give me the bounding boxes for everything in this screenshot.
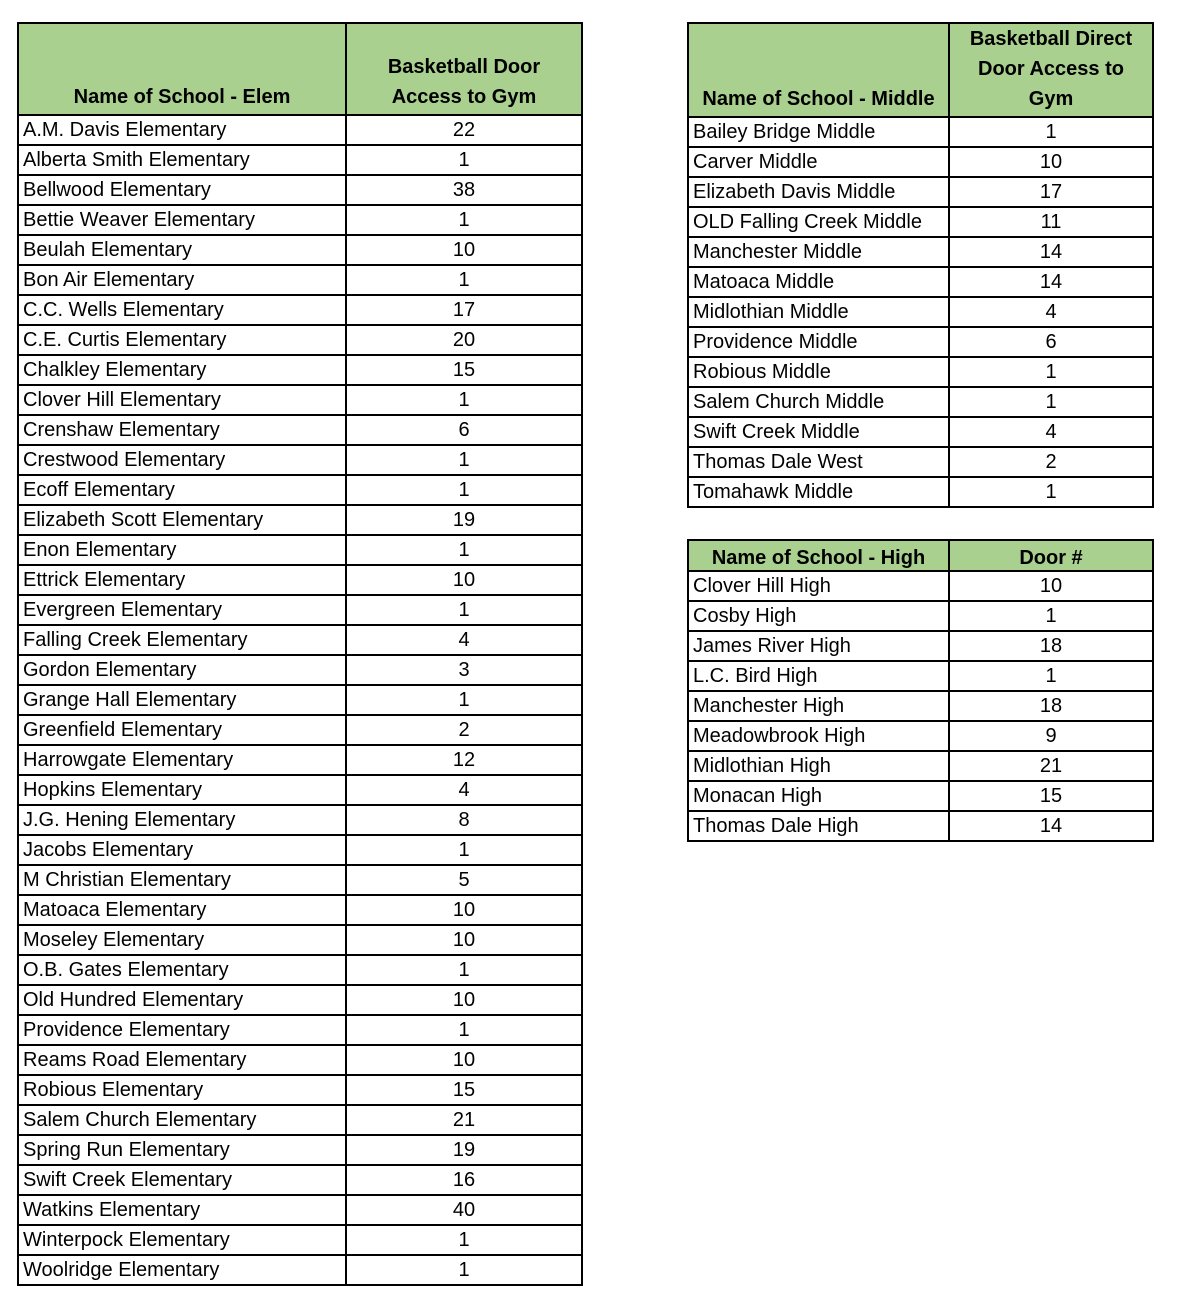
table-row [18, 985, 582, 1015]
table-row [688, 297, 1153, 327]
door-count-cell: 19 [346, 505, 582, 535]
table-row [18, 595, 582, 625]
school-name-cell: Watkins Elementary [18, 1195, 346, 1225]
door-count-cell: 4 [949, 297, 1153, 327]
school-name-cell: Matoaca Elementary [18, 895, 346, 925]
table-row [18, 895, 582, 925]
school-name-cell: Meadowbrook High [688, 721, 949, 751]
door-count-cell: 10 [346, 235, 582, 265]
table-row [688, 177, 1153, 207]
door-count-cell: 1 [346, 205, 582, 235]
table-row [18, 265, 582, 295]
school-name-cell: Alberta Smith Elementary [18, 145, 346, 175]
table-row [688, 631, 1153, 661]
school-name-cell: Bettie Weaver Elementary [18, 205, 346, 235]
table-row [18, 865, 582, 895]
table-row [688, 477, 1153, 507]
door-count-cell: 1 [346, 475, 582, 505]
table-row [688, 267, 1153, 297]
door-count-cell: 8 [346, 805, 582, 835]
table-row [18, 1225, 582, 1255]
school-name-cell: M Christian Elementary [18, 865, 346, 895]
school-name-cell: Matoaca Middle [688, 267, 949, 297]
school-name-cell: Manchester Middle [688, 237, 949, 267]
elem-name-header: Name of School - Elem [18, 23, 346, 115]
middle-table-body [688, 117, 1153, 507]
school-name-cell: Harrowgate Elementary [18, 745, 346, 775]
door-count-cell: 3 [346, 655, 582, 685]
door-count-cell: 1 [949, 387, 1153, 417]
school-name-cell: Chalkley Elementary [18, 355, 346, 385]
school-name-cell: Falling Creek Elementary [18, 625, 346, 655]
school-name-cell: J.G. Hening Elementary [18, 805, 346, 835]
door-count-cell: 5 [346, 865, 582, 895]
school-name-cell: James River High [688, 631, 949, 661]
school-name-cell: Winterpock Elementary [18, 1225, 346, 1255]
table-row [688, 327, 1153, 357]
door-count-cell: 1 [346, 265, 582, 295]
door-count-cell: 20 [346, 325, 582, 355]
school-name-cell: O.B. Gates Elementary [18, 955, 346, 985]
door-count-cell: 10 [346, 1045, 582, 1075]
door-count-cell: 10 [346, 895, 582, 925]
table-row [18, 235, 582, 265]
school-name-cell: Monacan High [688, 781, 949, 811]
school-name-cell: Providence Elementary [18, 1015, 346, 1045]
table-row [688, 357, 1153, 387]
school-name-cell: Enon Elementary [18, 535, 346, 565]
table-row [18, 655, 582, 685]
table-row [18, 1135, 582, 1165]
door-count-cell: 6 [949, 327, 1153, 357]
table-row [18, 175, 582, 205]
table-row [18, 385, 582, 415]
high-header-row [688, 540, 1153, 571]
table-row [18, 145, 582, 175]
school-name-cell: Midlothian Middle [688, 297, 949, 327]
school-name-cell: Thomas Dale West [688, 447, 949, 477]
table-row [18, 625, 582, 655]
table-row [688, 147, 1153, 177]
table-row [688, 447, 1153, 477]
door-count-cell: 17 [949, 177, 1153, 207]
table-row [688, 811, 1153, 841]
table-row [688, 237, 1153, 267]
middle-name-header: Name of School - Middle [688, 23, 949, 117]
door-count-cell: 1 [949, 661, 1153, 691]
table-row [688, 751, 1153, 781]
door-count-cell: 18 [949, 631, 1153, 661]
door-count-cell: 1 [346, 595, 582, 625]
table-row [18, 745, 582, 775]
school-name-cell: Bailey Bridge Middle [688, 117, 949, 147]
table-row [18, 505, 582, 535]
door-count-cell: 14 [949, 267, 1153, 297]
high-door-header: Door # [949, 540, 1153, 571]
table-row [18, 295, 582, 325]
door-count-cell: 15 [346, 1075, 582, 1105]
school-name-cell: Carver Middle [688, 147, 949, 177]
door-count-cell: 21 [346, 1105, 582, 1135]
school-name-cell: Cosby High [688, 601, 949, 631]
table-row [18, 775, 582, 805]
door-count-cell: 10 [346, 985, 582, 1015]
door-count-cell: 38 [346, 175, 582, 205]
school-name-cell: Robious Elementary [18, 1075, 346, 1105]
school-name-cell: Grange Hall Elementary [18, 685, 346, 715]
table-row [688, 691, 1153, 721]
door-count-cell: 14 [949, 811, 1153, 841]
door-count-cell: 1 [346, 955, 582, 985]
school-name-cell: Reams Road Elementary [18, 1045, 346, 1075]
door-count-cell: 2 [949, 447, 1153, 477]
school-name-cell: Hopkins Elementary [18, 775, 346, 805]
school-name-cell: Moseley Elementary [18, 925, 346, 955]
table-row [688, 721, 1153, 751]
school-name-cell: Salem Church Middle [688, 387, 949, 417]
table-row [18, 1255, 582, 1285]
door-count-cell: 1 [346, 685, 582, 715]
school-name-cell: Jacobs Elementary [18, 835, 346, 865]
door-count-cell: 6 [346, 415, 582, 445]
door-count-cell: 21 [949, 751, 1153, 781]
table-row [688, 781, 1153, 811]
school-name-cell: Thomas Dale High [688, 811, 949, 841]
school-name-cell: Old Hundred Elementary [18, 985, 346, 1015]
door-count-cell: 1 [949, 357, 1153, 387]
door-count-cell: 1 [949, 601, 1153, 631]
school-name-cell: C.C. Wells Elementary [18, 295, 346, 325]
elementary-schools-table [17, 22, 583, 1286]
door-count-cell: 1 [346, 1015, 582, 1045]
school-name-cell: Gordon Elementary [18, 655, 346, 685]
table-row [18, 1045, 582, 1075]
door-count-cell: 4 [346, 625, 582, 655]
middle-door-header: Basketball Direct Door Access to Gym [949, 23, 1153, 117]
table-row [18, 1075, 582, 1105]
school-name-cell: Bellwood Elementary [18, 175, 346, 205]
table-row [18, 955, 582, 985]
school-name-cell: Swift Creek Middle [688, 417, 949, 447]
table-row [688, 117, 1153, 147]
table-row [18, 805, 582, 835]
table-row [18, 205, 582, 235]
table-row [18, 685, 582, 715]
school-name-cell: Swift Creek Elementary [18, 1165, 346, 1195]
school-name-cell: Bon Air Elementary [18, 265, 346, 295]
table-row [18, 1195, 582, 1225]
door-count-cell: 22 [346, 115, 582, 145]
door-count-cell: 1 [949, 477, 1153, 507]
door-count-cell: 10 [949, 571, 1153, 601]
table-row [18, 1165, 582, 1195]
table-row [18, 535, 582, 565]
door-count-cell: 1 [346, 445, 582, 475]
table-row [18, 445, 582, 475]
high-schools-table [687, 539, 1154, 842]
table-row [18, 835, 582, 865]
school-name-cell: L.C. Bird High [688, 661, 949, 691]
door-count-cell: 16 [346, 1165, 582, 1195]
door-count-cell: 2 [346, 715, 582, 745]
table-row [688, 387, 1153, 417]
table-row [688, 571, 1153, 601]
school-name-cell: Ettrick Elementary [18, 565, 346, 595]
door-count-cell: 4 [346, 775, 582, 805]
table-row [18, 475, 582, 505]
table-row [688, 601, 1153, 631]
door-count-cell: 4 [949, 417, 1153, 447]
table-row [18, 355, 582, 385]
school-name-cell: OLD Falling Creek Middle [688, 207, 949, 237]
middle-schools-table [687, 22, 1154, 508]
table-row [688, 661, 1153, 691]
table-row [18, 415, 582, 445]
school-name-cell: Clover Hill High [688, 571, 949, 601]
door-count-cell: 1 [949, 117, 1153, 147]
door-count-cell: 1 [346, 835, 582, 865]
door-count-cell: 15 [949, 781, 1153, 811]
door-count-cell: 10 [346, 925, 582, 955]
middle-header-row [688, 23, 1153, 117]
door-count-cell: 11 [949, 207, 1153, 237]
high-name-header: Name of School - High [688, 540, 949, 571]
elem-door-header: Basketball Door Access to Gym [346, 23, 582, 115]
door-count-cell: 10 [949, 147, 1153, 177]
school-name-cell: Ecoff Elementary [18, 475, 346, 505]
door-count-cell: 1 [346, 385, 582, 415]
door-count-cell: 18 [949, 691, 1153, 721]
door-count-cell: 14 [949, 237, 1153, 267]
table-row [18, 1105, 582, 1135]
door-count-cell: 12 [346, 745, 582, 775]
table-row [18, 925, 582, 955]
school-name-cell: Evergreen Elementary [18, 595, 346, 625]
elem-header-row [18, 23, 582, 115]
table-row [18, 115, 582, 145]
school-name-cell: A.M. Davis Elementary [18, 115, 346, 145]
table-row [18, 325, 582, 355]
table-row [18, 715, 582, 745]
school-name-cell: Tomahawk Middle [688, 477, 949, 507]
school-name-cell: Beulah Elementary [18, 235, 346, 265]
school-name-cell: C.E. Curtis Elementary [18, 325, 346, 355]
school-name-cell: Crestwood Elementary [18, 445, 346, 475]
table-row [688, 417, 1153, 447]
school-name-cell: Elizabeth Scott Elementary [18, 505, 346, 535]
door-count-cell: 40 [346, 1195, 582, 1225]
school-name-cell: Woolridge Elementary [18, 1255, 346, 1285]
school-name-cell: Crenshaw Elementary [18, 415, 346, 445]
school-name-cell: Salem Church Elementary [18, 1105, 346, 1135]
school-name-cell: Elizabeth Davis Middle [688, 177, 949, 207]
school-name-cell: Spring Run Elementary [18, 1135, 346, 1165]
school-name-cell: Greenfield Elementary [18, 715, 346, 745]
door-count-cell: 15 [346, 355, 582, 385]
door-count-cell: 9 [949, 721, 1153, 751]
table-row [18, 1015, 582, 1045]
school-name-cell: Robious Middle [688, 357, 949, 387]
door-count-cell: 19 [346, 1135, 582, 1165]
door-count-cell: 1 [346, 1255, 582, 1285]
door-count-cell: 10 [346, 565, 582, 595]
door-count-cell: 17 [346, 295, 582, 325]
table-row [18, 565, 582, 595]
door-count-cell: 1 [346, 145, 582, 175]
school-name-cell: Clover Hill Elementary [18, 385, 346, 415]
high-table-body [688, 571, 1153, 841]
school-name-cell: Manchester High [688, 691, 949, 721]
school-name-cell: Providence Middle [688, 327, 949, 357]
school-name-cell: Midlothian High [688, 751, 949, 781]
table-row [688, 207, 1153, 237]
door-count-cell: 1 [346, 1225, 582, 1255]
elem-table-body [18, 115, 582, 1285]
door-count-cell: 1 [346, 535, 582, 565]
